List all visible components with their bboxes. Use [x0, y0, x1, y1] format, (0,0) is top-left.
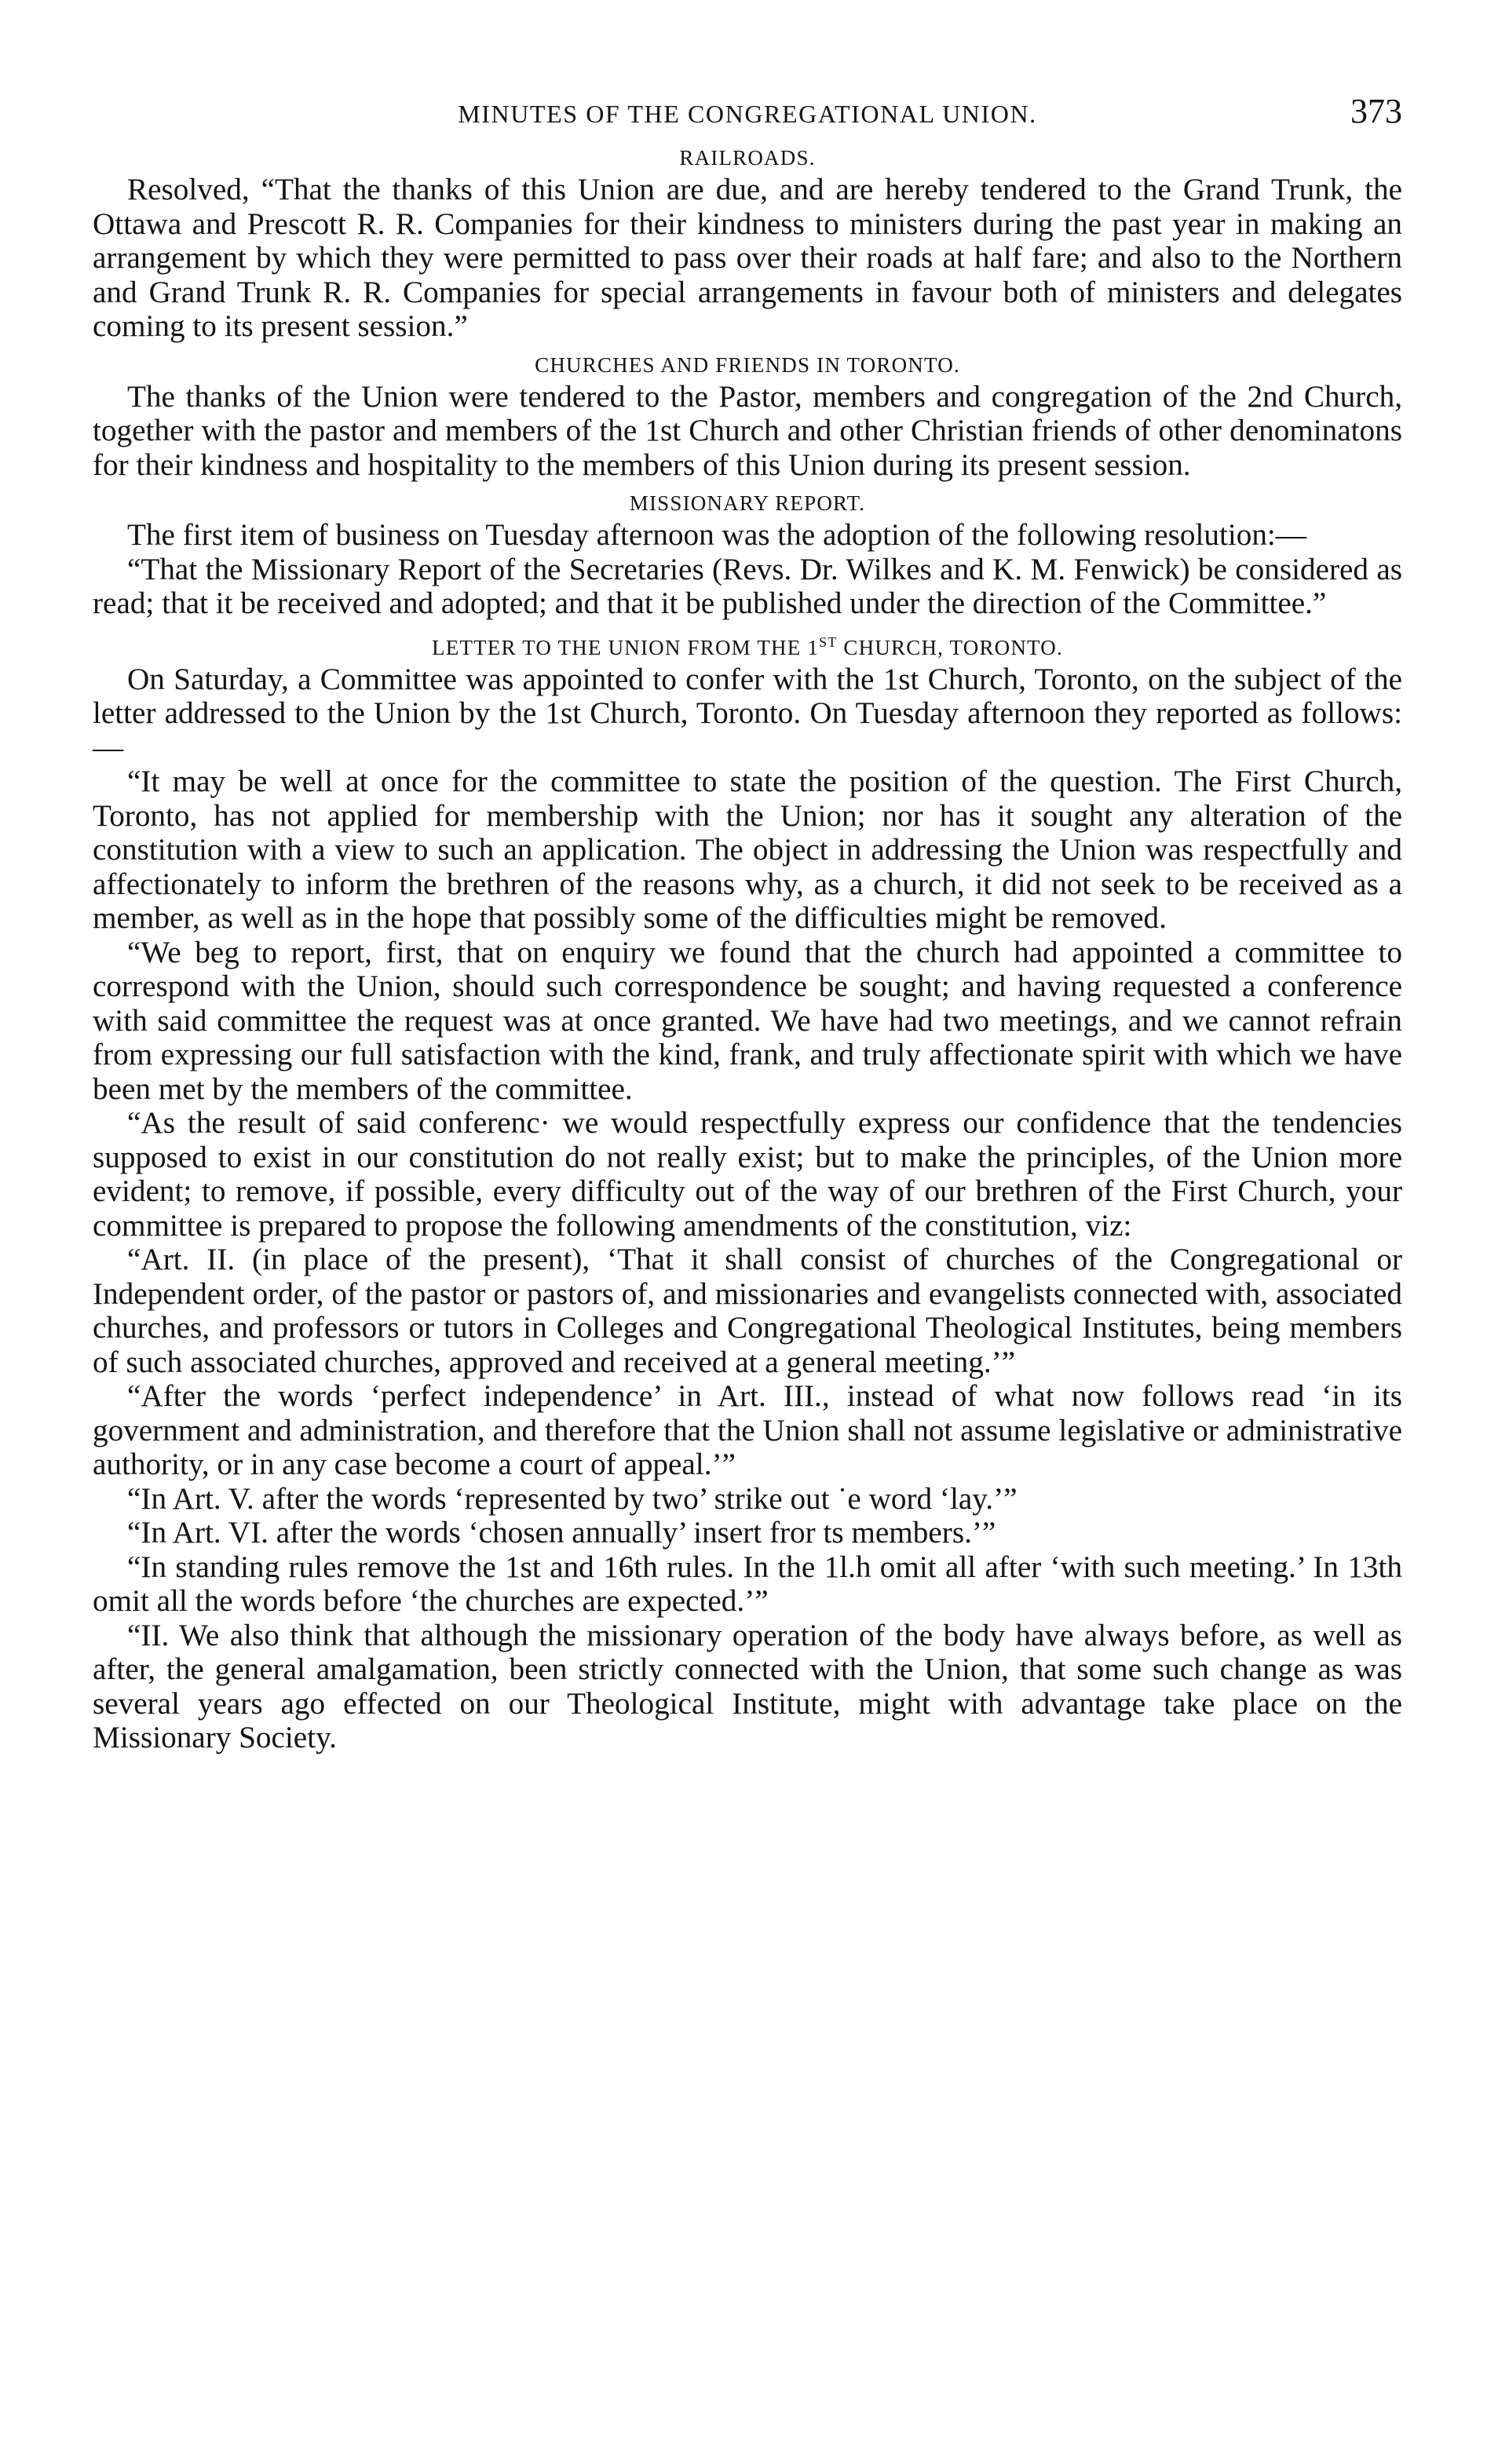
paragraph: The first item of business on Tuesday afternoon was the adoption of the following resolution:—	[127, 518, 1306, 552]
paragraph: “We beg to report, first, that on enquiry we found that the church had appointed a committee to correspond with the Union, should such correspondence be sought; and having requested a conference with said committee the request was at once granted. We have had two meetings, and we cannot refrain from expressing our full satisfaction with the kind, frank, and truly affectionate spirit with which we have been met by the members of the committee.	[93, 935, 1402, 1106]
heading-superscript: ST	[819, 633, 838, 650]
section-heading-missionary-report: MISSIONARY REPORT.	[629, 491, 866, 515]
heading-text: CHURCH, TORONTO.	[837, 635, 1063, 659]
page-number: 373	[1350, 92, 1402, 130]
section-heading-churches: CHURCHES AND FRIENDS IN TORONTO.	[535, 352, 960, 377]
paragraph: “That the Missionary Report of the Secretaries (Revs. Dr. Wilkes and K. M. Fenwick) be considered as read; that it be received and adopted; and that it be published under the direction of the Committee.”	[93, 552, 1402, 620]
paragraph: The thanks of the Union were tendered to the Pastor, members and congregation of the 2nd Church, together with the pastor and members of the 1st Church and other Christian friends of other denominatons for their kindness and hospitality to the members of this Union during its present session.	[93, 379, 1402, 482]
section-heading-letter	[93, 629, 1402, 661]
running-title: MINUTES OF THE CONGREGATIONAL UNION.	[458, 100, 1037, 128]
paragraph: “In Art. V. after the words ‘represented by two’ strike out ˙e word ‘lay.’”	[127, 1481, 1018, 1516]
book-page	[93, 93, 1402, 1755]
paragraph: “II. We also think that although the missionary operation of the body have always before, as well as after, the general amalgamation, been strictly connected with the Union, that some such change as was several years ago effected on our Theological Institute, might with advantage take place on the Missionary Society.	[93, 1618, 1402, 1754]
paragraph: “After the words ‘perfect independence’ in Art. III., instead of what now follows read ‘in its government and administration, and therefore that the Union shall not assume legislative or administrative authority, or in any case become a court of appeal.’”	[93, 1379, 1402, 1481]
paragraph: Resolved, “That the thanks of this Union are due, and are hereby tendered to the Grand Trunk, the Ottawa and Prescott R. R. Companies for their kindness to ministers during the past year in making an arrangement by which they were permitted to pass over their roads at half fare; and also to the Northern and Grand Trunk R. R. Companies for special arrangements in favour both of ministers and delegates coming to its present session.”	[93, 173, 1402, 343]
paragraph: “In Art. VI. after the words ‘chosen annually’ insert fror ts members.’”	[127, 1516, 996, 1550]
paragraph: “As the result of said conferenc· we would respectfully express our confidence that the tendencies supposed to exist in our constitution do not really exist; but to make the principles, of the Union more evident; to remove, if possible, every difficulty out of the way of our brethren of the First Church, your committee is prepared to propose the following amendments of the constitution, viz:	[93, 1106, 1402, 1243]
heading-text: LETTER TO THE UNION FROM THE 1	[432, 635, 820, 659]
paragraph: On Saturday, a Committee was appointed to confer with the 1st Church, Toronto, on the subject of the letter addressed to the Union by the 1st Church, Toronto. On Tuesday afternoon they reported as follows:—	[93, 662, 1402, 765]
paragraph: “In standing rules remove the 1st and 16th rules. In the 1l.h omit all after ‘with such meeting.’ In 13th omit all the words before ‘the churches are expected.’”	[93, 1550, 1402, 1618]
section-heading-railroads: RAILROADS.	[679, 146, 816, 170]
running-head	[93, 93, 1402, 141]
paragraph: “Art. II. (in place of the present), ‘That it shall consist of churches of the Congregational or Independent order, of the pastor or pastors of, and missionaries and evangelists connected with, associated churches, and professors or tutors in Colleges and Congregational Theological Institutes, being members of such associated churches, approved and received at a general meeting.’”	[93, 1243, 1402, 1379]
paragraph: “It may be well at once for the committee to state the position of the question. The First Church, Toronto, has not applied for membership with the Union; nor has it sought any alteration of the constitution with a view to such an application. The object in addressing the Union was respectfully and affectionately to inform the brethren of the reasons why, as a church, it did not seek to be received as a member, as well as in the hope that possibly some of the difficulties might be removed.	[93, 765, 1402, 935]
